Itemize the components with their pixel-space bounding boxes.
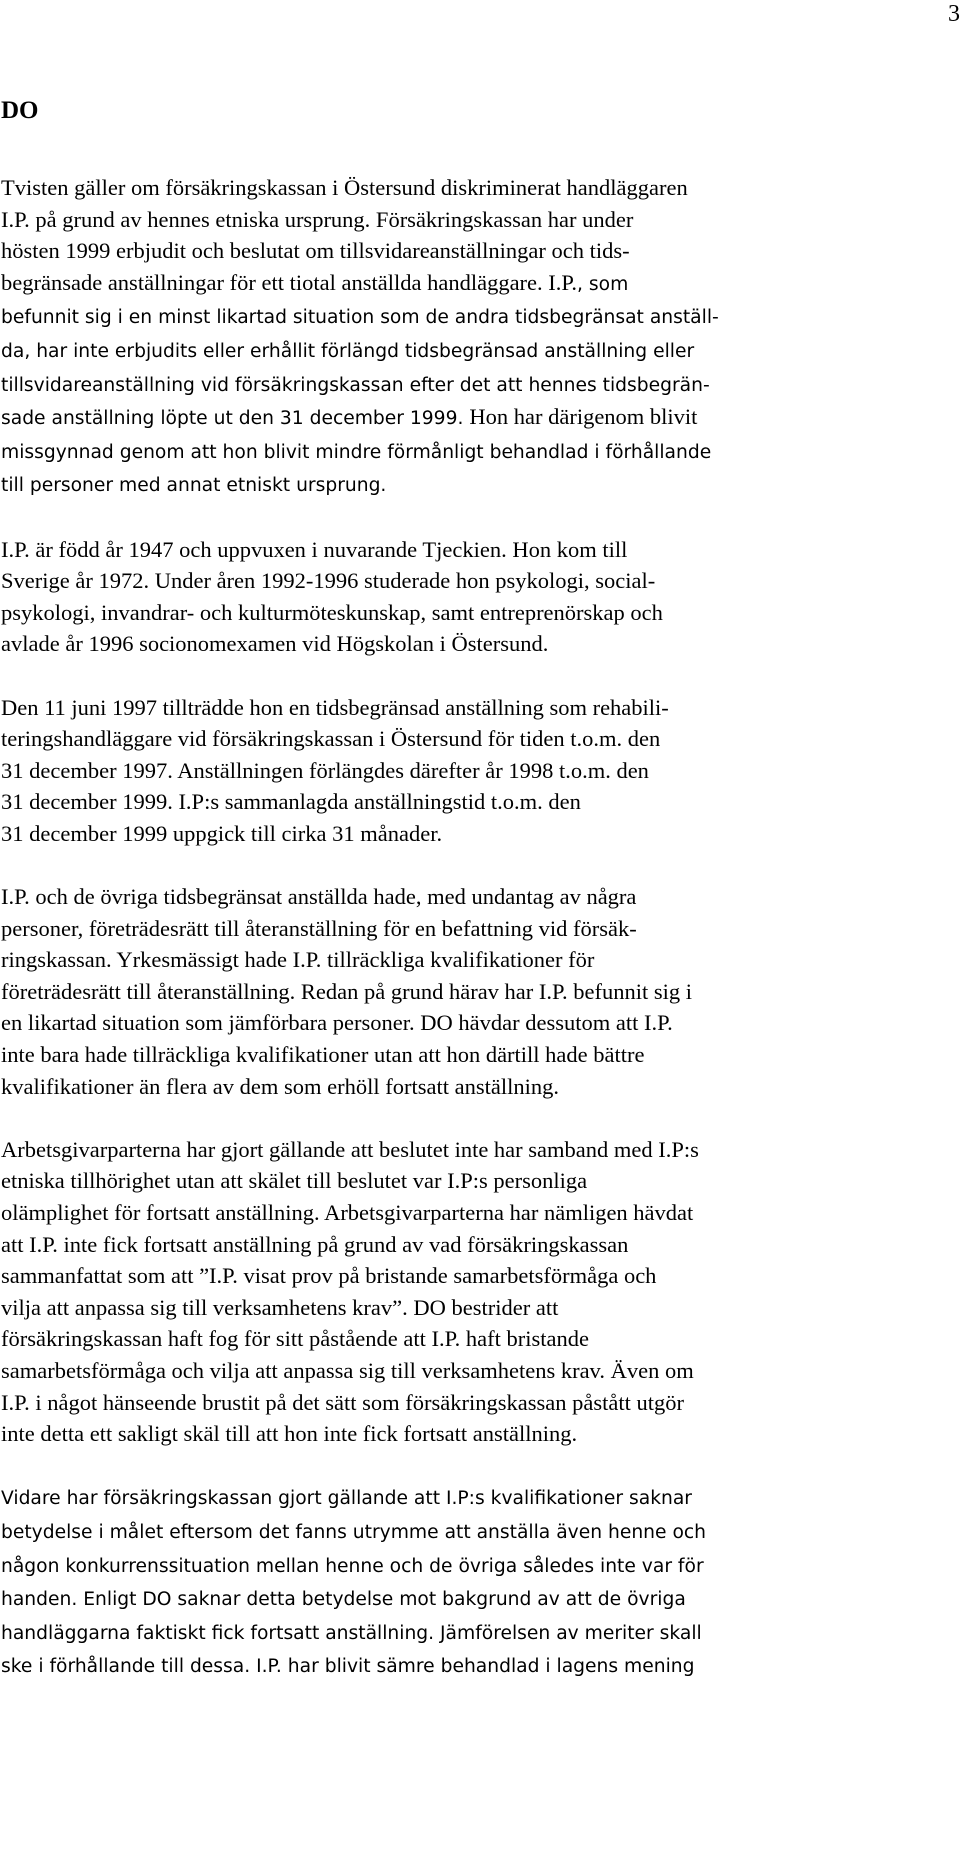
text-line xyxy=(1,1515,941,1549)
text-line xyxy=(1,334,941,368)
text-segment: tillsvidareanställning vid försäkringskassan efter det att hennes tidsbegrän- xyxy=(1,374,710,396)
text-segment: inte detta ett sakligt skäl till att hon inte fick fortsatt anställning. xyxy=(1,1421,578,1447)
text-line xyxy=(1,1134,941,1166)
text-segment: ske i förhållande till dessa. I.P. har blivit sämre behandlad i lagens mening xyxy=(1,1656,695,1678)
text-segment: handen. Enligt DO saknar detta betydelse mot bakgrund av att de övriga xyxy=(1,1589,686,1611)
text-segment: att I.P. inte fick fortsatt anställning på grund av vad försäkringskassan xyxy=(1,1231,629,1257)
text-segment: I.P. är född år 1947 och uppvuxen i nuvarande Tjeckien. Hon kom till xyxy=(1,536,628,562)
text-segment: någon konkurrenssituation mellan henne och de övriga således inte var för xyxy=(1,1555,704,1577)
text-segment: kvalifikationer än flera av dem som erhöll fortsatt anställning. xyxy=(1,1073,559,1099)
text-line xyxy=(1,1007,941,1039)
text-line xyxy=(1,913,941,945)
text-segment: sade anställning löpte ut den 31 december 1999. xyxy=(1,408,470,430)
text-line xyxy=(1,1616,941,1650)
text-line xyxy=(1,1418,941,1450)
text-line xyxy=(1,1582,941,1616)
text-line xyxy=(1,723,941,755)
text-line xyxy=(1,1039,941,1071)
text-line xyxy=(1,435,941,469)
text-segment: I.P. i något hänseende brustit på det sätt som försäkringskassan påstått utgör xyxy=(1,1389,684,1415)
text-line xyxy=(1,1260,941,1292)
text-segment: Tvisten gäller om försäkringskassan i Östersund diskriminerat handläggaren xyxy=(1,175,688,200)
text-segment: I.P. på grund av hennes etniska ursprung. Försäkringskassan har under xyxy=(1,206,634,232)
text-line xyxy=(1,755,941,787)
paragraph xyxy=(1,1134,941,1450)
text-line xyxy=(1,235,941,267)
text-line xyxy=(1,1481,941,1515)
text-segment: Arbetsgivarparterna har gjort gällande att beslutet inte har samband med I.P:s xyxy=(1,1136,699,1162)
text-line xyxy=(1,565,941,597)
text-segment: 31 december 1999 uppgick till cirka 31 månader. xyxy=(1,820,443,846)
text-segment: avlade år 1996 socionomexamen vid Högskolan i Östersund. xyxy=(1,631,549,657)
text-line xyxy=(1,300,941,334)
text-line xyxy=(1,1197,941,1229)
document-body xyxy=(0,96,941,1683)
text-segment: missgynnad genom att hon blivit mindre förmånligt behandlad i förhållande xyxy=(1,441,712,463)
text-line xyxy=(1,597,941,629)
paragraph xyxy=(1,881,941,1102)
text-line xyxy=(1,172,941,204)
text-segment: Den 11 juni 1997 tillträdde hon en tidsbegränsad anställning som rehabili- xyxy=(1,694,669,720)
paragraph xyxy=(1,1481,941,1683)
text-segment: en likartad situation som jämförbara personer. DO hävdar dessutom att I.P. xyxy=(1,1010,673,1036)
text-segment: Hon har därigenom blivit xyxy=(469,404,698,430)
text-line xyxy=(1,267,941,301)
text-line xyxy=(1,881,941,913)
text-segment: vilja att anpassa sig till verksamhetens krav”. DO bestrider att xyxy=(1,1294,559,1320)
text-line xyxy=(1,1323,941,1355)
text-segment: etniska tillhörighet utan att skälet till beslutet var I.P:s personliga xyxy=(1,1168,588,1194)
text-segment: da, har inte erbjudits eller erhållit förlängd tidsbegränsad anställning eller xyxy=(1,340,695,362)
text-segment: till personer med annat etniskt ursprung. xyxy=(1,475,387,497)
text-segment: psykologi, invandrar- och kulturmöteskunskap, samt entreprenörskap och xyxy=(1,599,663,625)
text-line xyxy=(1,692,941,724)
text-segment: försäkringskassan haft fog för sitt påstående att I.P. haft bristande xyxy=(1,1326,589,1352)
text-segment: 31 december 1997. Anställningen förlängdes därefter år 1998 t.o.m. den xyxy=(1,757,649,783)
text-line xyxy=(1,1355,941,1387)
text-line xyxy=(1,1071,941,1103)
text-segment: personer, företrädesrätt till återanställning för en befattning vid försäk- xyxy=(1,915,637,941)
text-segment: betydelse i målet eftersom det fanns utrymme att anställa även henne och xyxy=(1,1521,707,1543)
text-segment: hösten 1999 erbjudit och beslutat om tillsvidareanställningar och tids- xyxy=(1,238,630,264)
text-segment: ringskassan. Yrkesmässigt hade I.P. tillräckliga kvalifikationer för xyxy=(1,947,595,973)
text-segment: I.P. och de övriga tidsbegränsat anställda hade, med undantag av några xyxy=(1,884,637,910)
text-segment: , som xyxy=(577,273,629,295)
text-segment: Sverige år 1972. Under åren 1992-1996 studerade hon psykologi, social- xyxy=(1,568,656,594)
section-heading: DO xyxy=(1,97,39,124)
paragraphs-container xyxy=(1,172,941,1683)
text-line xyxy=(1,401,941,435)
text-line xyxy=(1,534,941,566)
text-segment: befunnit sig i en minst likartad situation som de andra tidsbegränsat anställ- xyxy=(1,307,719,329)
text-line xyxy=(1,468,941,502)
text-line xyxy=(1,1387,941,1419)
paragraph xyxy=(1,692,941,850)
text-segment: Vidare har försäkringskassan gjort gällande att I.P:s kvalifikationer saknar xyxy=(1,1488,692,1510)
text-line xyxy=(1,628,941,660)
text-line xyxy=(1,204,941,236)
paragraph xyxy=(1,172,941,502)
text-segment: samarbetsförmåga och vilja att anpassa sig till verksamhetens krav. Även om xyxy=(1,1357,694,1383)
text-line xyxy=(1,1649,941,1683)
text-segment: 31 december 1999. I.P:s sammanlagda anställningstid t.o.m. den xyxy=(1,789,581,815)
text-line xyxy=(1,1165,941,1197)
text-line xyxy=(1,786,941,818)
text-line xyxy=(1,368,941,402)
text-segment: begränsade anställningar för ett tiotal anställda handläggare. I.P. xyxy=(1,269,578,295)
page-number: 3 xyxy=(948,1,960,27)
text-segment: teringshandläggare vid försäkringskassan i Östersund för tiden t.o.m. den xyxy=(1,726,661,752)
text-line xyxy=(1,818,941,850)
text-segment: olämplighet för fortsatt anställning. Arbetsgivarparterna har nämligen hävdat xyxy=(1,1200,694,1225)
text-line xyxy=(1,944,941,976)
text-segment: företrädesrätt till återanställning. Redan på grund härav har I.P. befunnit sig i xyxy=(1,978,693,1004)
text-line xyxy=(1,976,941,1008)
text-segment: sammanfattat som att ”I.P. visat prov på bristande samarbetsförmåga och xyxy=(1,1263,657,1289)
text-line xyxy=(1,1549,941,1583)
text-segment: inte bara hade tillräckliga kvalifikationer utan att hon därtill hade bättre xyxy=(1,1042,645,1068)
text-line xyxy=(1,1292,941,1324)
paragraph xyxy=(1,534,941,660)
text-line xyxy=(1,1229,941,1261)
text-segment: handläggarna faktiskt fick fortsatt anställning. Jämförelsen av meriter skall xyxy=(1,1622,702,1644)
